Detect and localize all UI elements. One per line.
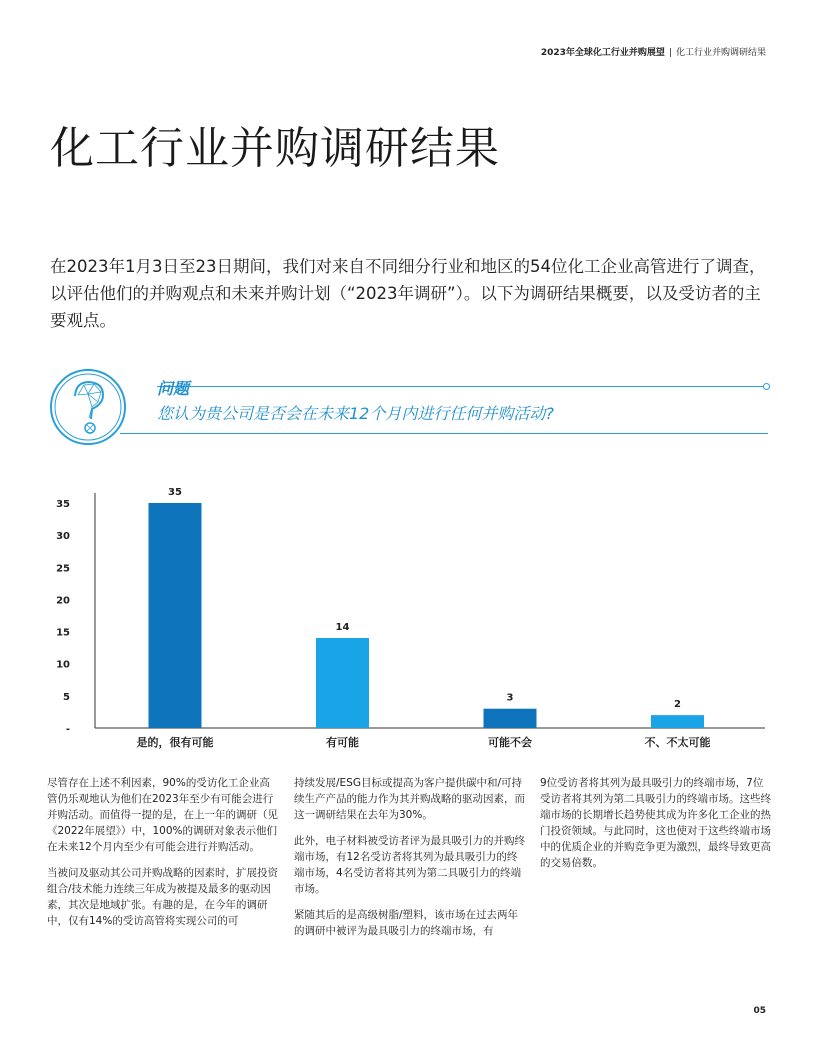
bar-data-label: 3 (506, 692, 514, 704)
y-tick-label: 15 (56, 627, 70, 639)
column-2-paragraph: 此外，电子材料被受访者评为最具吸引力的并购终端市场，有12名受访者将其列为最具吸引力的终端市场，4名受访者将其列为第二具吸引力的终端市场。 (294, 835, 525, 895)
column-1-paragraph: 尽管存在上述不利因素，90%的受访化工企业高管仍乐观地认为他们在2023年至少有可能会进行并购活动。而值得一提的是，在上一年的调研（见《2022年展望》）中，100%的调研对象表示他们在未来12个月内至少有可能会进行并购活动。 (47, 777, 278, 853)
intro-paragraph: 在2023年1月3日至23日期间，我们对来自不同细分行业和地区的54位化工企业高管进行了调查，以评估他们的并购观点和未来并购计划（“2023年调研”）。以下为调研结果概要，以及受访者的主要观点。 (50, 257, 766, 330)
question-bottom-rule (120, 433, 768, 434)
header-separator: | (668, 48, 672, 58)
x-category-label: 是的，很有可能 (136, 736, 214, 749)
bar (316, 638, 369, 728)
question-text: 您认为贵公司是否会在未来12个月内进行任何并购活动? (157, 404, 554, 423)
y-tick-label: 30 (56, 531, 70, 543)
text-column-2 (294, 775, 526, 949)
report-title: 2023年全球化工行业并购展望 (540, 48, 665, 58)
question-label: 问题 (157, 379, 190, 398)
x-category-label: 不、不太可能 (644, 736, 711, 749)
bar (149, 503, 202, 728)
bar (651, 715, 704, 728)
y-tick-label: 10 (56, 659, 70, 671)
running-header (541, 45, 766, 58)
text-column-3 (540, 775, 772, 881)
y-tick-label: 35 (56, 499, 70, 510)
y-tick-label: 20 (56, 595, 70, 607)
question-top-rule-end (763, 383, 770, 390)
x-category-label: 有可能 (326, 736, 359, 749)
survey-bar-chart (40, 475, 780, 765)
y-tick-label: 5 (63, 691, 70, 703)
column-1-paragraph: 当被问及驱动其公司并购战略的因素时，扩展投资组合/技术能力连续三年成为被提及最多的驱动因素，其次是地域扩张。有趣的是，在今年的调研中，仅有14%的受访高管将实现公司的可 (47, 867, 278, 927)
column-2-paragraph: 持续发展/ESG目标或提高为客户提供碳中和/可持续生产产品的能力作为其并购战略的驱动因素，而这一调研结果在去年为30%。 (294, 777, 525, 821)
page-title: 化工行业并购调研结果 (50, 123, 500, 174)
bar-data-label: 14 (335, 622, 350, 633)
column-2-paragraph: 紧随其后的是高级树脂/塑料，该市场在过去两年的调研中被评为最具吸引力的终端市场，有 (294, 909, 519, 937)
text-column-1 (47, 775, 279, 939)
section-title: 化工行业并购调研结果 (675, 48, 766, 58)
page-number: 05 (753, 1006, 766, 1016)
x-category-label: 可能不会 (488, 736, 532, 749)
bar (484, 709, 537, 728)
question-top-rule (157, 386, 765, 387)
y-tick-label: - (65, 724, 70, 735)
bar-data-label: 2 (674, 699, 681, 711)
question-mark-icon (48, 367, 128, 447)
y-tick-label: 25 (56, 563, 70, 575)
bar-data-label: 35 (168, 487, 182, 498)
column-3-paragraph: 9位受访者将其列为最具吸引力的终端市场，7位受访者将其列为第二具吸引力的终端市场。这些终端市场的长期增长趋势使其成为许多化工企业的热门投资领域。与此同时，这也使对于这些终端市场中的优质企业的并购竞争更为激烈，最终导致更高的交易倍数。 (540, 777, 771, 869)
